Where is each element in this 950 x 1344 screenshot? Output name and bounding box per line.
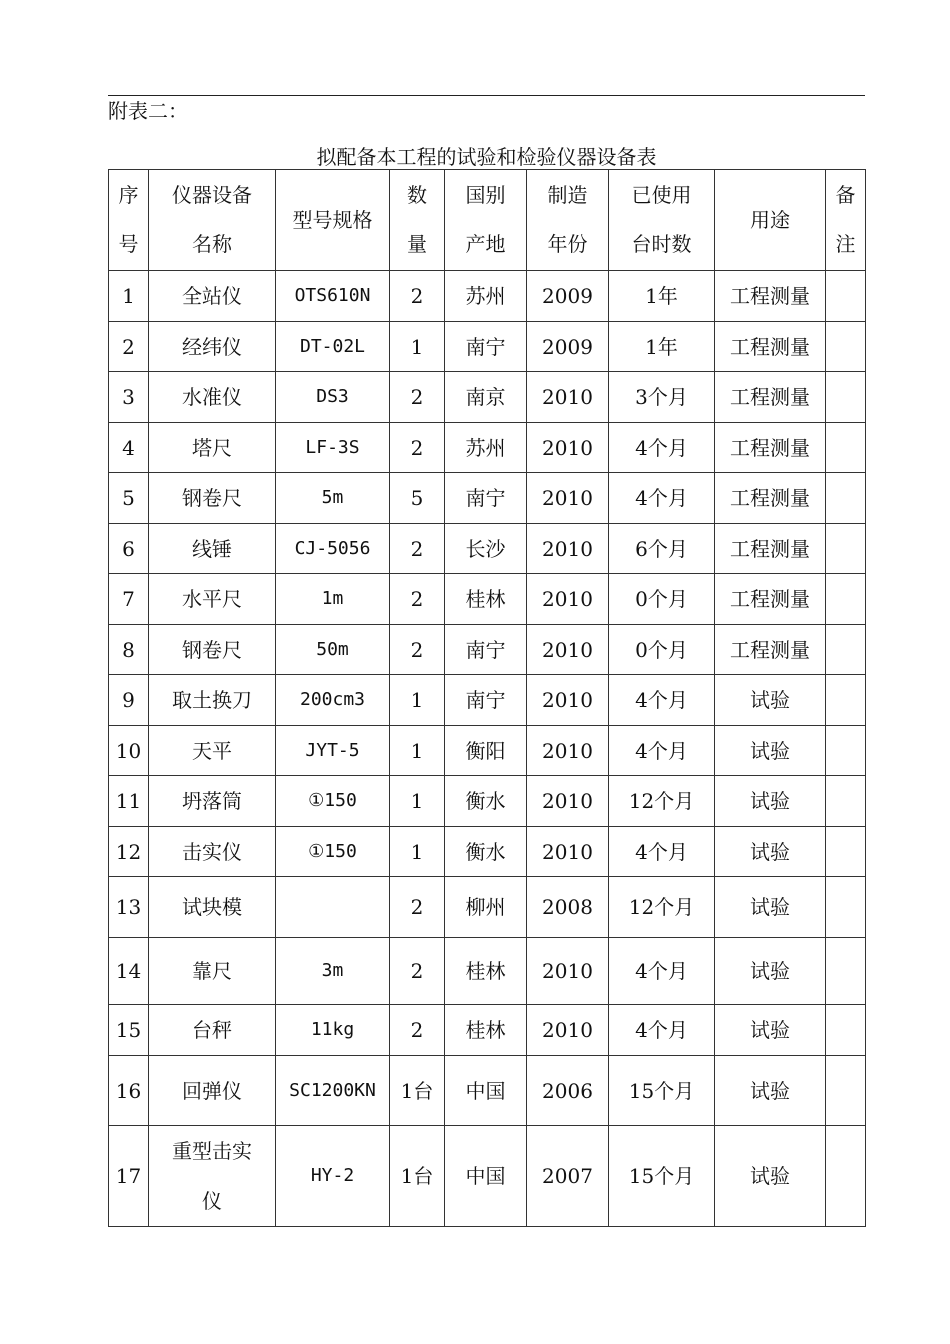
cell-origin: 衡水 xyxy=(445,776,527,827)
cell-note xyxy=(826,423,866,473)
cell-model: CJ-5056 xyxy=(276,524,390,574)
cell-qty: 1 xyxy=(390,827,445,877)
cell-year: 2008 xyxy=(527,877,609,938)
cell-note xyxy=(826,827,866,877)
cell-hours: 4个月 xyxy=(609,423,715,473)
cell-no: 5 xyxy=(109,473,149,524)
cell-name: 全站仪 xyxy=(149,271,276,322)
cell-model: ①150 xyxy=(276,776,390,827)
cell-note xyxy=(826,473,866,524)
cell-name: 靠尺 xyxy=(149,938,276,1005)
cell-name: 线锤 xyxy=(149,524,276,574)
cell-model: HY-2 xyxy=(276,1126,390,1227)
cell-qty: 2 xyxy=(390,271,445,322)
cell-origin: 柳州 xyxy=(445,877,527,938)
cell-no: 8 xyxy=(109,625,149,675)
cell-origin: 衡水 xyxy=(445,827,527,877)
cell-note xyxy=(826,372,866,423)
header-origin: 国别 产地 xyxy=(445,170,527,271)
cell-no: 2 xyxy=(109,322,149,372)
cell-qty: 1台 xyxy=(390,1056,445,1126)
cell-qty: 2 xyxy=(390,938,445,1005)
cell-qty: 2 xyxy=(390,372,445,423)
cell-name: 塔尺 xyxy=(149,423,276,473)
header-hours: 已使用 台时数 xyxy=(609,170,715,271)
cell-model: 1m xyxy=(276,574,390,625)
cell-use: 工程测量 xyxy=(715,473,826,524)
cell-no: 1 xyxy=(109,271,149,322)
table-row xyxy=(109,776,866,827)
table-row xyxy=(109,827,866,877)
cell-qty: 2 xyxy=(390,877,445,938)
table-row xyxy=(109,372,866,423)
cell-name: 钢卷尺 xyxy=(149,625,276,675)
cell-use: 试验 xyxy=(715,938,826,1005)
table-row xyxy=(109,423,866,473)
cell-hours: 4个月 xyxy=(609,726,715,776)
cell-origin: 桂林 xyxy=(445,574,527,625)
table-row xyxy=(109,322,866,372)
cell-origin: 南宁 xyxy=(445,473,527,524)
cell-use: 试验 xyxy=(715,877,826,938)
cell-name: 回弹仪 xyxy=(149,1056,276,1126)
cell-hours: 3个月 xyxy=(609,372,715,423)
cell-no: 17 xyxy=(109,1126,149,1227)
cell-year: 2010 xyxy=(527,372,609,423)
cell-year: 2006 xyxy=(527,1056,609,1126)
cell-note xyxy=(826,1056,866,1126)
cell-note xyxy=(826,524,866,574)
top-rule xyxy=(108,95,865,96)
cell-name: 击实仪 xyxy=(149,827,276,877)
cell-use: 试验 xyxy=(715,675,826,726)
cell-year: 2010 xyxy=(527,1005,609,1056)
cell-use: 试验 xyxy=(715,1005,826,1056)
cell-model: OTS610N xyxy=(276,271,390,322)
cell-year: 2010 xyxy=(527,726,609,776)
cell-note xyxy=(826,877,866,938)
cell-qty: 2 xyxy=(390,1005,445,1056)
table-row xyxy=(109,625,866,675)
cell-year: 2010 xyxy=(527,574,609,625)
cell-hours: 4个月 xyxy=(609,1005,715,1056)
table-row xyxy=(109,473,866,524)
table-row xyxy=(109,726,866,776)
cell-model: ①150 xyxy=(276,827,390,877)
cell-note xyxy=(826,271,866,322)
cell-year: 2010 xyxy=(527,423,609,473)
cell-no: 7 xyxy=(109,574,149,625)
table-row xyxy=(109,271,866,322)
cell-origin: 南宁 xyxy=(445,322,527,372)
cell-no: 11 xyxy=(109,776,149,827)
cell-model xyxy=(276,877,390,938)
cell-qty: 2 xyxy=(390,574,445,625)
cell-year: 2010 xyxy=(527,776,609,827)
table-row xyxy=(109,938,866,1005)
cell-origin: 南宁 xyxy=(445,625,527,675)
cell-use: 工程测量 xyxy=(715,271,826,322)
cell-no: 6 xyxy=(109,524,149,574)
cell-name: 试块模 xyxy=(149,877,276,938)
header-name: 仪器设备 名称 xyxy=(149,170,276,271)
table-row xyxy=(109,675,866,726)
cell-model: DT-02L xyxy=(276,322,390,372)
page-title: 拟配备本工程的试验和检验仪器设备表 xyxy=(316,145,657,169)
cell-no: 15 xyxy=(109,1005,149,1056)
cell-model: 5m xyxy=(276,473,390,524)
cell-qty: 1台 xyxy=(390,1126,445,1227)
cell-no: 16 xyxy=(109,1056,149,1126)
cell-note xyxy=(826,1005,866,1056)
cell-use: 试验 xyxy=(715,776,826,827)
cell-year: 2010 xyxy=(527,524,609,574)
cell-hours: 15个月 xyxy=(609,1056,715,1126)
cell-origin: 中国 xyxy=(445,1126,527,1227)
appendix-label: 附表二： xyxy=(108,99,188,123)
table-header-row xyxy=(109,170,866,271)
cell-qty: 2 xyxy=(390,625,445,675)
cell-use: 试验 xyxy=(715,726,826,776)
cell-name: 天平 xyxy=(149,726,276,776)
table-row xyxy=(109,877,866,938)
table-row xyxy=(109,1005,866,1056)
cell-hours: 0个月 xyxy=(609,625,715,675)
cell-qty: 1 xyxy=(390,726,445,776)
cell-origin: 桂林 xyxy=(445,1005,527,1056)
cell-model: DS3 xyxy=(276,372,390,423)
equipment-table xyxy=(108,169,866,1227)
cell-no: 10 xyxy=(109,726,149,776)
cell-note xyxy=(826,322,866,372)
cell-qty: 1 xyxy=(390,675,445,726)
cell-origin: 南宁 xyxy=(445,675,527,726)
cell-year: 2009 xyxy=(527,322,609,372)
cell-name: 取土换刀 xyxy=(149,675,276,726)
cell-use: 工程测量 xyxy=(715,322,826,372)
cell-no: 9 xyxy=(109,675,149,726)
cell-note xyxy=(826,625,866,675)
cell-use: 工程测量 xyxy=(715,524,826,574)
cell-use: 工程测量 xyxy=(715,372,826,423)
cell-origin: 桂林 xyxy=(445,938,527,1005)
cell-hours: 4个月 xyxy=(609,675,715,726)
cell-hours: 4个月 xyxy=(609,473,715,524)
cell-qty: 2 xyxy=(390,524,445,574)
cell-origin: 中国 xyxy=(445,1056,527,1126)
cell-origin: 衡阳 xyxy=(445,726,527,776)
cell-qty: 2 xyxy=(390,423,445,473)
cell-qty: 5 xyxy=(390,473,445,524)
cell-no: 12 xyxy=(109,827,149,877)
cell-use: 试验 xyxy=(715,827,826,877)
cell-hours: 4个月 xyxy=(609,827,715,877)
cell-origin: 南京 xyxy=(445,372,527,423)
cell-use: 试验 xyxy=(715,1126,826,1227)
cell-name: 经纬仪 xyxy=(149,322,276,372)
cell-year: 2010 xyxy=(527,675,609,726)
cell-use: 工程测量 xyxy=(715,574,826,625)
cell-hours: 1年 xyxy=(609,271,715,322)
cell-model: LF-3S xyxy=(276,423,390,473)
cell-note xyxy=(826,726,866,776)
cell-use: 工程测量 xyxy=(715,625,826,675)
table-row xyxy=(109,574,866,625)
cell-note xyxy=(826,675,866,726)
cell-name: 钢卷尺 xyxy=(149,473,276,524)
cell-hours: 15个月 xyxy=(609,1126,715,1227)
cell-origin: 长沙 xyxy=(445,524,527,574)
cell-hours: 0个月 xyxy=(609,574,715,625)
cell-year: 2009 xyxy=(527,271,609,322)
cell-year: 2010 xyxy=(527,827,609,877)
cell-year: 2007 xyxy=(527,1126,609,1227)
cell-note xyxy=(826,938,866,1005)
cell-no: 13 xyxy=(109,877,149,938)
cell-model: SC1200KN xyxy=(276,1056,390,1126)
cell-model: 200cm3 xyxy=(276,675,390,726)
cell-origin: 苏州 xyxy=(445,271,527,322)
cell-year: 2010 xyxy=(527,938,609,1005)
cell-origin: 苏州 xyxy=(445,423,527,473)
cell-note xyxy=(826,574,866,625)
cell-name: 水准仪 xyxy=(149,372,276,423)
header-qty: 数 量 xyxy=(390,170,445,271)
cell-model: 50m xyxy=(276,625,390,675)
header-model: 型号规格 xyxy=(276,170,390,271)
cell-name: 台秤 xyxy=(149,1005,276,1056)
header-year: 制造 年份 xyxy=(527,170,609,271)
cell-hours: 4个月 xyxy=(609,938,715,1005)
cell-name: 重型击实仪 xyxy=(149,1126,276,1227)
cell-name: 水平尺 xyxy=(149,574,276,625)
cell-model: 11kg xyxy=(276,1005,390,1056)
cell-use: 试验 xyxy=(715,1056,826,1126)
cell-no: 4 xyxy=(109,423,149,473)
cell-hours: 6个月 xyxy=(609,524,715,574)
header-no: 序 号 xyxy=(109,170,149,271)
cell-no: 3 xyxy=(109,372,149,423)
cell-qty: 1 xyxy=(390,322,445,372)
header-note: 备 注 xyxy=(826,170,866,271)
cell-hours: 12个月 xyxy=(609,877,715,938)
cell-name: 坍落筒 xyxy=(149,776,276,827)
cell-use: 工程测量 xyxy=(715,423,826,473)
header-use: 用途 xyxy=(715,170,826,271)
cell-hours: 12个月 xyxy=(609,776,715,827)
cell-note xyxy=(826,776,866,827)
table-row xyxy=(109,1126,866,1227)
cell-note xyxy=(826,1126,866,1227)
cell-model: JYT-5 xyxy=(276,726,390,776)
cell-model: 3m xyxy=(276,938,390,1005)
cell-hours: 1年 xyxy=(609,322,715,372)
table-row xyxy=(109,524,866,574)
cell-year: 2010 xyxy=(527,625,609,675)
cell-qty: 1 xyxy=(390,776,445,827)
cell-no: 14 xyxy=(109,938,149,1005)
table-row xyxy=(109,1056,866,1126)
cell-year: 2010 xyxy=(527,473,609,524)
